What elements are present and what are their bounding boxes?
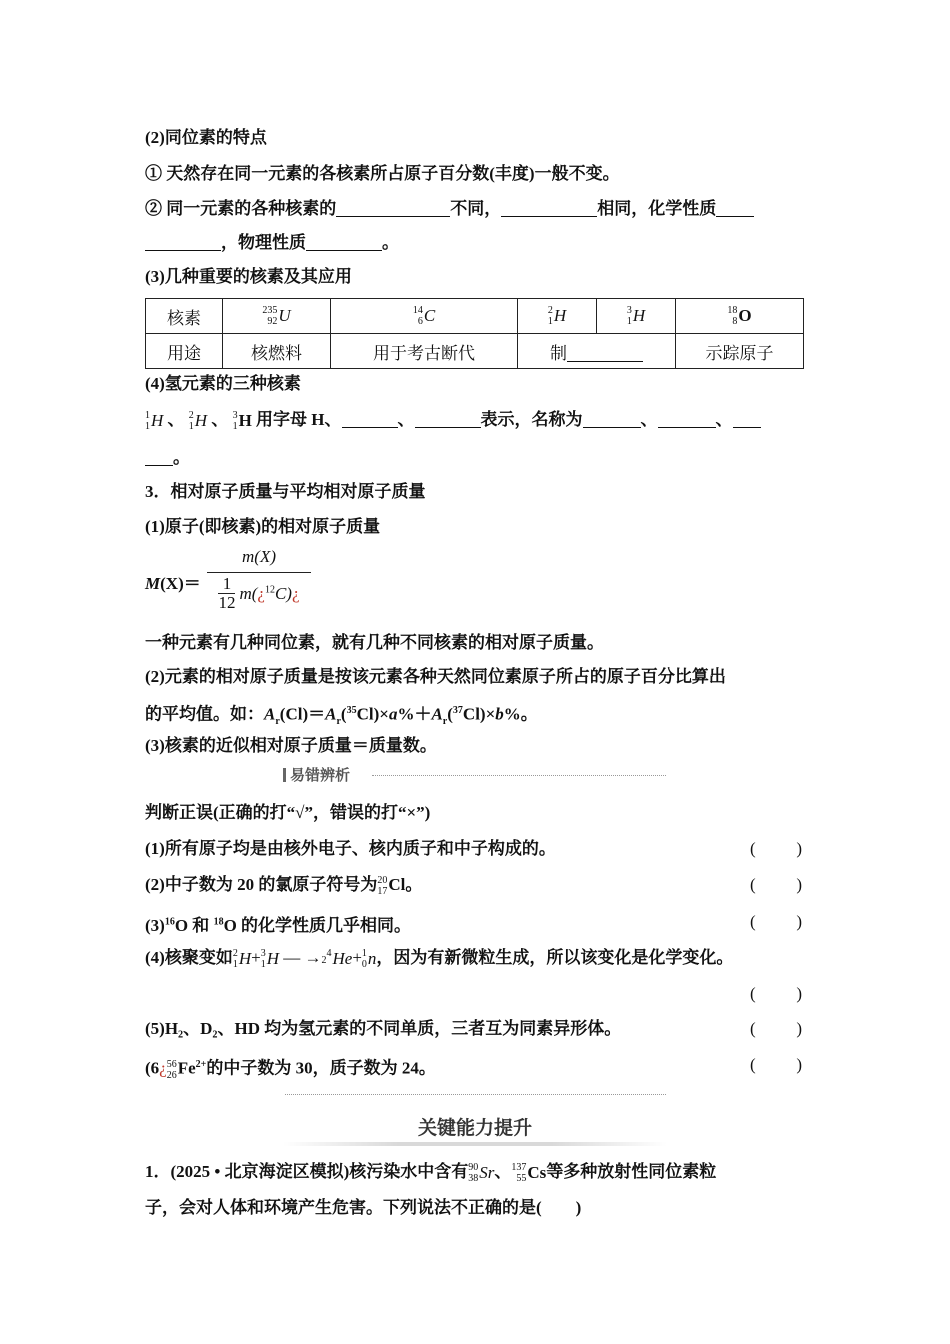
answer-blank[interactable] [336, 198, 450, 217]
hydrogen-nuclides-line: 1 1 H 、 2 1 H 、 3 1 H 用字母 H、 、 表示，名称为 、 、 [145, 408, 761, 433]
section-title-important-nuclides: (3)几种重要的核素及其应用 [145, 267, 352, 286]
part3-sub2b: 的平均值。如：$A_r(Cl)=A_r(^{35}Cl)\times a\%+A_r(^{37}Cl)\times b\%$。 [145, 704, 538, 728]
question-1-line-2: 子，会对人体和环境产生危害。下列说法不正确的是( ) [145, 1198, 582, 1217]
question-1-line-1: 1．(2025 • 北京海淀区模拟)核污染水中含有 90 38 Sr 、 137 55 Cs 等多种放射性同位素粒 [145, 1162, 717, 1185]
key-ability-heading: 关键能力提升 [283, 1113, 667, 1140]
formula-numerator: m(X) [207, 545, 311, 573]
answer-parens[interactable]: ( ) [750, 984, 802, 1003]
nuclide-o18: 18 8 O [676, 299, 804, 334]
divider [285, 1094, 666, 1095]
table-row [146, 299, 804, 334]
answer-blank[interactable] [145, 447, 173, 466]
answer-parens[interactable]: ( ) [750, 1055, 802, 1074]
divider [372, 775, 666, 776]
section-title-isotope-features: (2)同位素的特点 [145, 128, 267, 147]
isotope-feature-1: ① 天然存在同一元素的各核素所占原子百分数(丰度)一般不变。 [145, 164, 620, 183]
yicuo-tag: 易错辨析 [283, 764, 350, 785]
answer-parens[interactable]: ( ) [750, 1019, 802, 1038]
section-title-hydrogen: (4)氢元素的三种核素 [145, 374, 301, 393]
answer-blank[interactable] [567, 343, 643, 362]
answer-blank[interactable] [501, 198, 597, 217]
nuclide-h3: 3 1 H [597, 299, 676, 334]
answer-blank[interactable] [306, 232, 382, 251]
nuclide-c14: 14 6 C [331, 299, 518, 334]
nuclide-table [145, 298, 804, 369]
part3-title: 3．相对原子质量与平均相对原子质量 [145, 482, 426, 501]
answer-blank[interactable] [658, 409, 716, 428]
use-archaeology: 用于考古断代 [331, 334, 518, 369]
part3-sub2a: (2)元素的相对原子质量是按该元素各种天然同位素原子所占的原子百分比算出 [145, 667, 726, 686]
answer-parens[interactable]: ( ) [750, 875, 802, 894]
isotope-feature-2: ② 同一元素的各种核素的 不同， 相同，化学性质 [145, 197, 754, 221]
hydrogen-nuclides-line-end: 。 [145, 446, 190, 470]
answer-parens[interactable]: ( ) [750, 839, 802, 858]
part3-sub1: (1)原子(即核素)的相对原子质量 [145, 517, 381, 536]
judge-item-1: (1)所有原子均是由核外电子、核内质子和中子构成的。 [145, 839, 556, 858]
yicuo-intro: 判断正误(正确的打“√”，错误的打“×”) [145, 803, 431, 822]
isotope-feature-2-cont: ，物理性质 。 [145, 231, 399, 255]
formula-denominator: 1 12 m(¿$^{12}$C)¿ [218, 574, 300, 612]
judge-item-2: (2)中子数为 20 的氯原子符号为 20 17 Cl。 [145, 875, 423, 898]
judge-item-4: (4)核聚变如 2 1 H + 3 1 H — →2 4 He + 1 0 n ，因为有新微粒生成，所以该变化是化学变化。 [145, 948, 734, 971]
formula-fraction [207, 545, 311, 612]
part3-note: 一种元素有几种同位素，就有几种不同核素的相对原子质量。 [145, 633, 604, 652]
table-header-nuclide: 核素 [146, 299, 223, 334]
nuclide-h2: 2 1 H [518, 299, 597, 334]
judge-item-3: $(3)^{16}O$ 和 $^{18}$O 的化学性质几乎相同。 [145, 915, 412, 935]
answer-blank[interactable] [733, 409, 761, 428]
answer-blank[interactable] [415, 409, 481, 428]
part3-sub3: (3)核素的近似相对原子质量＝质量数。 [145, 736, 437, 755]
answer-blank[interactable] [716, 198, 754, 217]
answer-parens[interactable]: ( ) [750, 912, 802, 931]
answer-blank[interactable] [342, 409, 398, 428]
judge-item-5: (5)H₂、D₂、HD 均为氢元素的不同单质，三者互为同素异形体。 [145, 1019, 622, 1038]
table-row [146, 334, 804, 369]
nuclide-u235: 235 92 U [223, 299, 331, 334]
formula-lhs: M(X)＝ [145, 574, 201, 593]
use-tracer: 示踪原子 [676, 334, 804, 369]
answer-blank[interactable] [145, 232, 221, 251]
judge-item-6: (6¿ 56 26 $Fe^{2+}$的中子数为 30，质子数为 24。 [145, 1058, 436, 1081]
answer-blank[interactable] [583, 409, 641, 428]
table-header-use: 用途 [146, 334, 223, 369]
use-make: 制 [518, 334, 676, 369]
use-nuclear-fuel: 核燃料 [223, 334, 331, 369]
